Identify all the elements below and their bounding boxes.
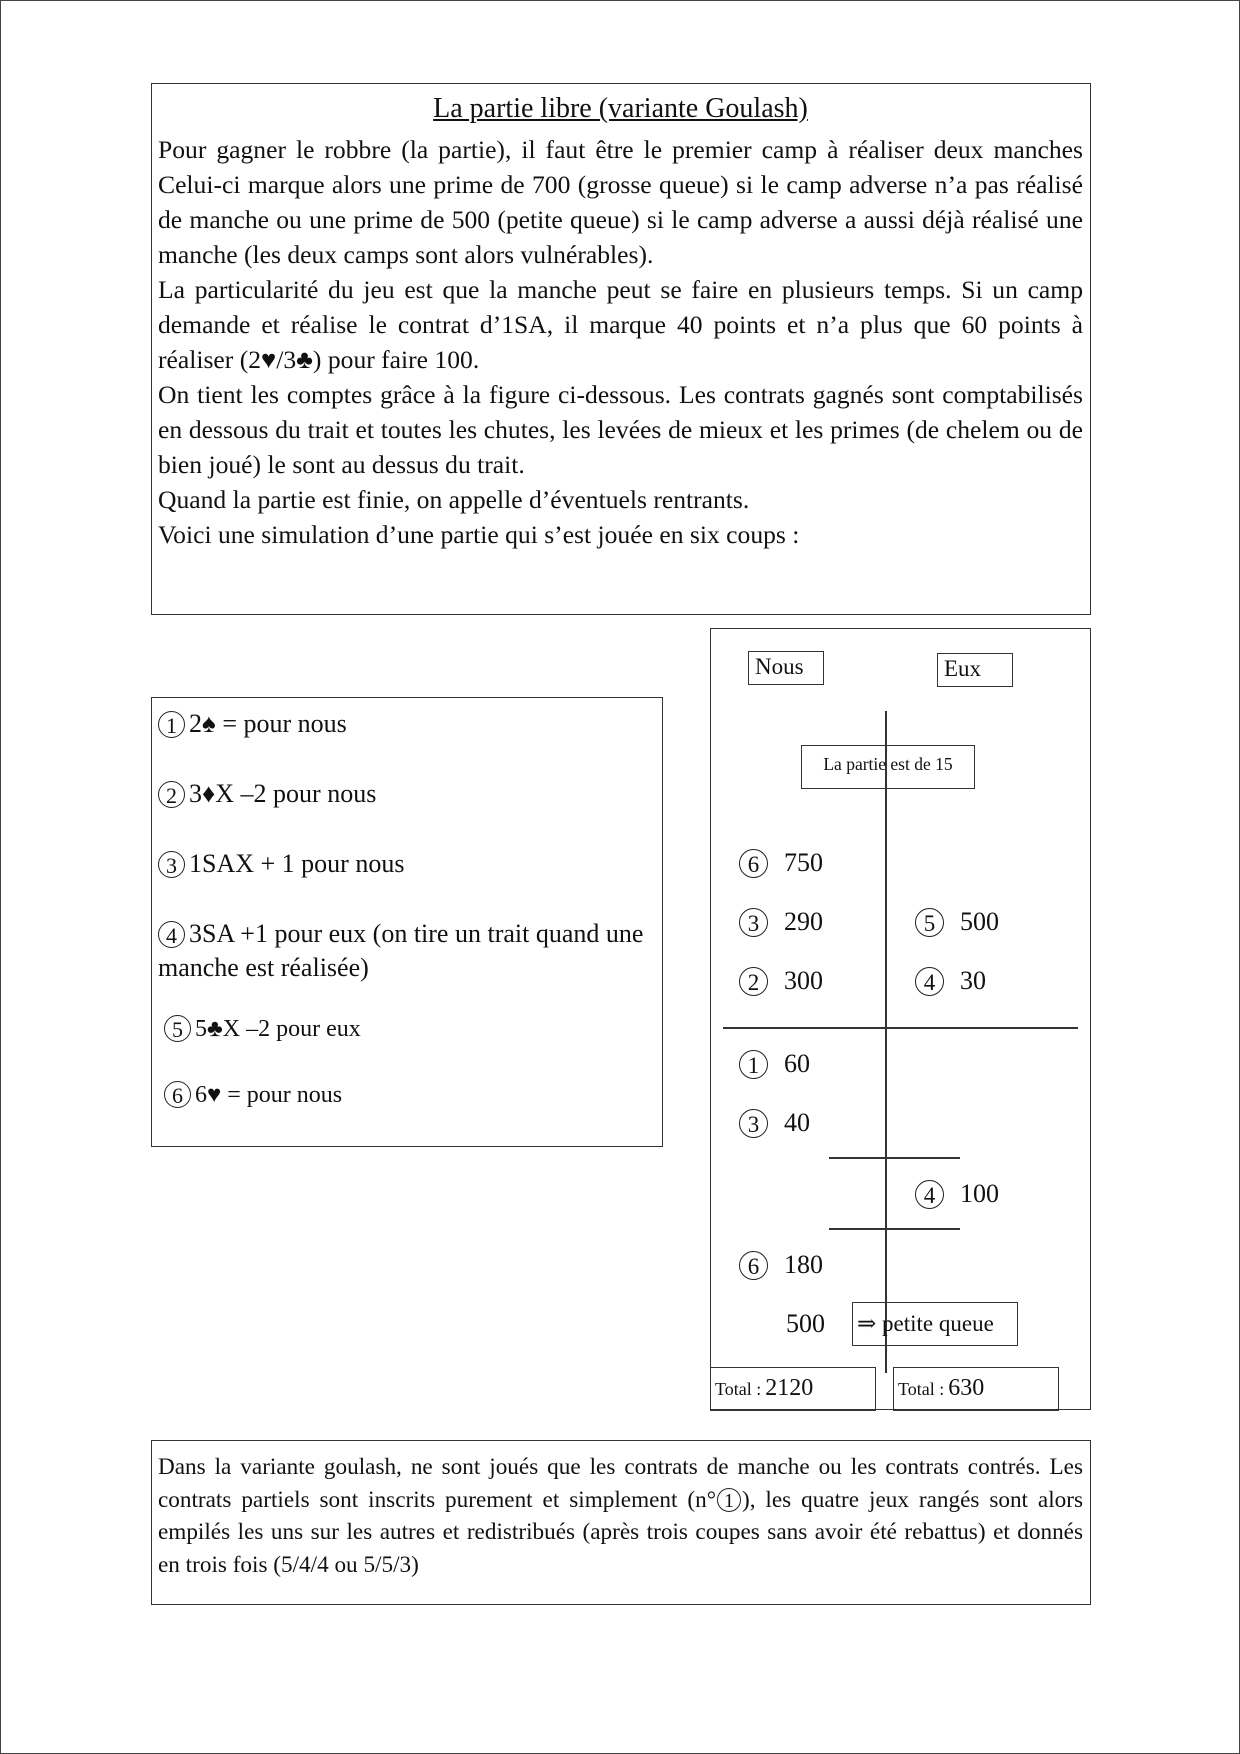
total-nous-value: 2120 xyxy=(765,1375,814,1401)
score-above-eux-1 xyxy=(915,906,999,939)
goulash-paragraph xyxy=(158,1451,1083,1581)
intro-paragraph-3: On tient les comptes grâce à la figure ci-dessous. Les contrats gagnés sont comptabilisés en dessous du trait et toutes les chutes, les levées de mieux et les primes (de chelem ou de bien joué) le sont au dessus du trait. xyxy=(158,380,1083,479)
score-above-nous-3 xyxy=(739,965,823,998)
page-title: La partie libre (variante Goulash) xyxy=(433,93,808,124)
center-vertical-line xyxy=(885,711,887,1373)
total-eux-value: 630 xyxy=(948,1375,985,1401)
score-number: 2 xyxy=(739,967,768,996)
eux-label: Eux xyxy=(937,653,1013,687)
partie-note: La partie est de 15 xyxy=(801,745,975,789)
coup-text-6: 6♥ = pour nous xyxy=(195,1082,343,1108)
score-number: 4 xyxy=(915,1180,944,1209)
coup-text-2: 3♦X –2 pour nous xyxy=(189,779,377,808)
score-value: 100 xyxy=(960,1179,999,1208)
score-below-eux-1 xyxy=(915,1178,999,1211)
score-value: 500 xyxy=(960,907,999,936)
coup-text-3: 1SAX + 1 pour nous xyxy=(189,849,405,878)
intro-paragraph-5: Voici une simulation d’une partie qui s’est jouée en six coups : xyxy=(158,520,800,549)
score-value: 300 xyxy=(784,966,823,995)
coup-item-4 xyxy=(158,917,658,985)
nous-label: Nous xyxy=(748,651,824,685)
score-value: 180 xyxy=(784,1250,823,1279)
score-number: 3 xyxy=(739,1109,768,1138)
intro-paragraph-4: Quand la partie est finie, on appelle d’éventuels rentrants. xyxy=(158,485,750,514)
score-number: 6 xyxy=(739,849,768,878)
score-value: 290 xyxy=(784,907,823,936)
coup-number-1: 1 xyxy=(158,711,185,738)
coup-item-2 xyxy=(158,777,376,811)
score-number: 1 xyxy=(739,1050,768,1079)
prime-value: 500 xyxy=(786,1309,825,1338)
coup-item-5 xyxy=(164,1012,361,1046)
score-number: 6 xyxy=(739,1251,768,1280)
intro-box xyxy=(151,83,1091,615)
score-above-eux-2 xyxy=(915,965,986,998)
coup-number-5: 5 xyxy=(164,1015,191,1042)
score-value: 40 xyxy=(784,1108,810,1137)
score-sheet xyxy=(710,628,1091,1410)
total-label: Total : xyxy=(898,1379,945,1399)
coup-number-3: 3 xyxy=(158,851,185,878)
coups-box xyxy=(151,697,663,1147)
game-line-1 xyxy=(829,1157,960,1159)
coup-item-6 xyxy=(164,1078,342,1112)
score-above-nous-2 xyxy=(739,906,823,939)
game-line-2 xyxy=(829,1228,960,1230)
score-number: 3 xyxy=(739,908,768,937)
coup-text-5: 5♣X –2 pour eux xyxy=(195,1016,361,1042)
intro-paragraph-1: Pour gagner le robbre (la partie), il faut être le premier camp à réaliser deux manches Celui-ci marque alors une prime de 700 (grosse queue) si le camp adverse n’a pas réalisé de manche ou une prime de 500 (petite queue) si le camp adverse a aussi déjà réalisé une manche (les deux camps sont alors vulnérables). xyxy=(158,135,1083,269)
coup-text-1: 2♠ = pour nous xyxy=(189,709,347,738)
score-value: 60 xyxy=(784,1049,810,1078)
goulash-text-end: ), les quatre jeux rangés sont alors empilés les uns sur les autres et redistribués (après trois coupes sans avoir été rebattus) et donnés en trois fois (5/4/4 ou 5/5/3) xyxy=(158,1486,1083,1578)
score-value: 30 xyxy=(960,966,986,995)
total-label: Total : xyxy=(715,1379,762,1399)
coup-text-4: 3SA +1 pour eux (on tire un trait quand une manche est réalisée) xyxy=(158,919,644,982)
score-below-nous-2 xyxy=(739,1107,810,1140)
intro-paragraph-2: La particularité du jeu est que la manche peut se faire en plusieurs temps. Si un camp demande et réalise le contrat d’1SA, il marque 40 points et n’a plus que 60 points à réaliser (2♥/3♣) pour faire 100. xyxy=(158,275,1083,374)
main-horizontal-line xyxy=(723,1027,1078,1029)
score-number: 4 xyxy=(915,967,944,996)
coup-number-4: 4 xyxy=(158,921,185,948)
goulash-number: 1 xyxy=(717,1488,741,1512)
score-below-nous-3 xyxy=(739,1249,823,1282)
score-above-nous-1 xyxy=(739,847,823,880)
total-nous xyxy=(710,1367,876,1411)
coup-number-2: 2 xyxy=(158,781,185,808)
score-below-nous-1 xyxy=(739,1048,810,1081)
coup-number-6: 6 xyxy=(164,1081,191,1108)
goulash-box xyxy=(151,1440,1091,1605)
coup-item-3 xyxy=(158,847,404,881)
score-value: 750 xyxy=(784,848,823,877)
score-number: 5 xyxy=(915,908,944,937)
coup-item-1 xyxy=(158,707,347,741)
petite-queue-label: ⇒ petite queue xyxy=(852,1302,1018,1346)
total-eux xyxy=(893,1367,1059,1411)
goulash-text-start: Dans la variante goulash, ne sont joués que les contrats de manche ou les contrats contrés. Les contrats partiels sont inscrits purement et simplement (n° xyxy=(158,1454,1083,1513)
